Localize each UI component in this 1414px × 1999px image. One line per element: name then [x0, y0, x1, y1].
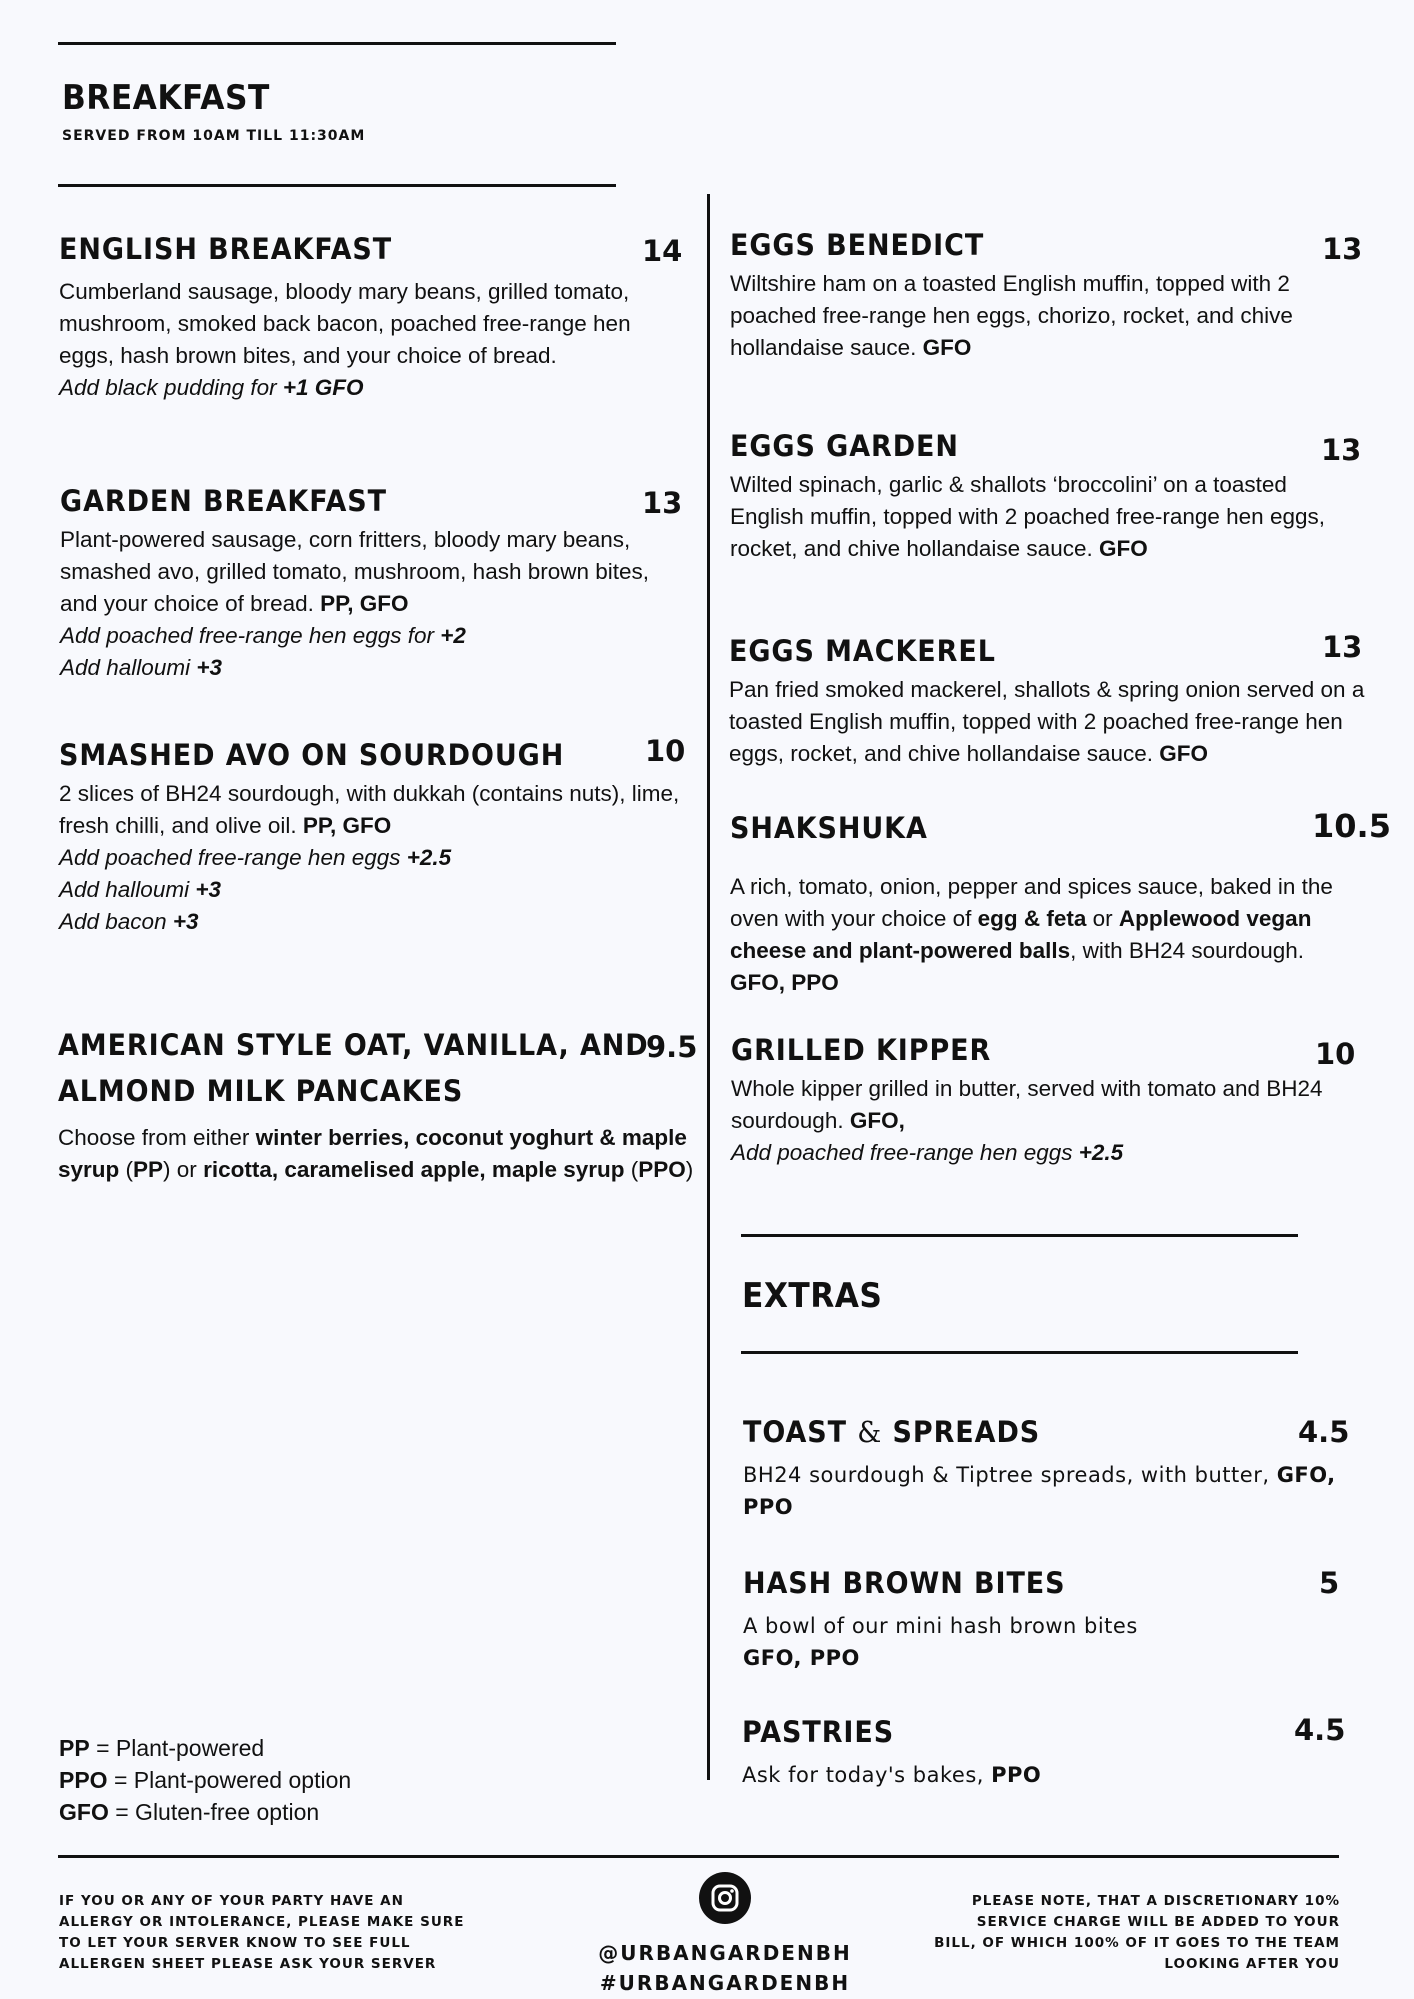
item-price: 13 — [1322, 232, 1363, 266]
item-description: Ask for today's bakes, PPO — [742, 1763, 1042, 1787]
menu-item-english-breakfast — [59, 232, 683, 404]
legend-item: GFO = Gluten-free option — [59, 1799, 320, 1825]
item-addon: Add halloumi +3 — [60, 655, 222, 680]
item-description: Choose from either winter berries, coconut yoghurt & maple syrup (PP) or ricotta, caramelised apple, maple syrup (PPO) — [58, 1125, 694, 1182]
item-name-line2: ALMOND MILK PANCAKES — [58, 1074, 464, 1108]
social-block — [590, 1872, 860, 1998]
footer-rule — [58, 1855, 1339, 1858]
extra-item-hash-brown — [743, 1566, 1363, 1674]
item-name: TOAST & SPREADS — [743, 1415, 1041, 1449]
item-name: EGGS BENEDICT — [730, 228, 985, 262]
item-addon: Add poached free-range hen eggs +2.5 — [59, 845, 452, 870]
header-bottom-rule — [58, 184, 616, 187]
item-price: 13 — [1322, 630, 1363, 664]
item-description: Pan fried smoked mackerel, shallots & spring onion served on a toasted English muffin, topped with 2 poached free-range hen eggs, rocket, and chive hollandaise sauce. GFO — [729, 677, 1365, 766]
item-addon: Add halloumi +3 — [59, 877, 221, 902]
menu-item-eggs-benedict — [730, 228, 1363, 364]
hashtag-link[interactable]: #URBANGARDENBH — [599, 1971, 851, 1995]
allergy-notice: IF YOU OR ANY OF YOUR PARTY HAVE AN ALLERGY OR INTOLERANCE, PLEASE MAKE SURE TO LET YOUR SERVER KNOW TO SEE FULL ALLERGEN SHEET PLEASE ASK YOUR SERVER — [59, 1893, 465, 1972]
item-price: 4.5 — [1294, 1713, 1346, 1747]
extras-title: EXTRAS — [742, 1276, 883, 1316]
item-price: 4.5 — [1298, 1415, 1350, 1449]
service-charge-notice: PLEASE NOTE, THAT A DISCRETIONARY 10% SERVICE CHARGE WILL BE ADDED TO YOUR BILL, OF WHICH 100% OF IT GOES TO THE TEAM LOOKING AFTER YOU — [934, 1893, 1340, 1972]
item-price: 5 — [1319, 1566, 1340, 1600]
menu-item-eggs-garden — [730, 429, 1360, 565]
item-name: SHAKSHUKA — [730, 811, 928, 845]
item-name: PASTRIES — [742, 1715, 895, 1749]
item-name: GRILLED KIPPER — [731, 1033, 992, 1067]
instagram-icon[interactable] — [699, 1872, 751, 1924]
extras-bottom-rule — [741, 1351, 1298, 1354]
legend-item: PP = Plant-powered — [59, 1735, 265, 1761]
item-price: 13 — [642, 486, 683, 520]
item-price: 10 — [645, 734, 686, 768]
item-name: EGGS MACKEREL — [729, 634, 996, 668]
item-description: BH24 sourdough & Tiptree spreads, with butter, GFO, PPO — [743, 1463, 1336, 1519]
instagram-handle-link[interactable]: @URBANGARDENBH — [598, 1941, 852, 1965]
menu-item-garden-breakfast — [60, 484, 683, 684]
item-description: A rich, tomato, onion, pepper and spices sauce, baked in the oven with your choice of egg & feta or Applewood vegan cheese and plant-powered balls, with BH24 sourdough. GFO, PPO — [730, 874, 1333, 995]
item-addon: Add black pudding for +1 GFO — [59, 375, 364, 400]
item-name: ENGLISH BREAKFAST — [59, 232, 393, 266]
serving-hours: SERVED FROM 10AM TILL 11:30AM — [62, 128, 366, 144]
extras-top-rule — [741, 1234, 1298, 1237]
menu-item-grilled-kipper — [731, 1033, 1371, 1169]
item-name: HASH BROWN BITES — [743, 1566, 1066, 1600]
item-description: Wilted spinach, garlic & shallots ‘broccolini’ on a toasted English muffin, topped with 2 poached free-range hen eggs, rocket, and chive hollandaise sauce. GFO — [730, 472, 1325, 561]
legend-item: PPO = Plant-powered option — [59, 1767, 352, 1793]
item-name: SMASHED AVO ON SOURDOUGH — [59, 738, 565, 772]
item-name-line1: AMERICAN STYLE OAT, VANILLA, AND — [58, 1028, 649, 1062]
menu-item-smashed-avo — [59, 734, 689, 938]
item-price: 9.5 — [646, 1030, 698, 1064]
item-description: Whole kipper grilled in butter, served with tomato and BH24 sourdough. GFO, — [731, 1076, 1323, 1133]
menu-item-eggs-mackerel — [729, 630, 1379, 770]
item-description: Cumberland sausage, bloody mary beans, grilled tomato, mushroom, smoked back bacon, poached free-range hen eggs, hash brown bites, and your choice of bread. — [59, 279, 631, 368]
item-price: 13 — [1321, 433, 1362, 467]
top-rule — [58, 42, 616, 45]
item-addon: Add bacon +3 — [59, 909, 199, 934]
page-title: BREAKFAST — [62, 78, 270, 118]
item-description: A bowl of our mini hash brown bites GFO, PPO — [743, 1614, 1138, 1670]
item-addon: Add poached free-range hen eggs +2.5 — [731, 1140, 1124, 1165]
item-name: GARDEN BREAKFAST — [60, 484, 387, 518]
item-description: 2 slices of BH24 sourdough, with dukkah (contains nuts), lime, fresh chilli, and olive oil. PP, GFO — [59, 781, 680, 838]
item-description: Plant-powered sausage, corn fritters, bloody mary beans, smashed avo, grilled tomato, mushroom, hash brown bites, and your choice of bread. PP, GFO — [60, 527, 650, 616]
column-divider — [707, 194, 710, 1780]
item-price: 10 — [1315, 1037, 1356, 1071]
dietary-legend — [59, 1732, 351, 1828]
extra-item-pastries — [742, 1715, 1362, 1791]
item-description: Wiltshire ham on a toasted English muffin, topped with 2 poached free-range hen eggs, chorizo, rocket, and chive hollandaise sauce. GFO — [730, 271, 1293, 360]
menu-item-pancakes — [58, 1028, 698, 1186]
item-price: 14 — [642, 234, 683, 268]
item-addon: Add poached free-range hen eggs for +2 — [60, 623, 466, 648]
item-name: EGGS GARDEN — [730, 429, 959, 463]
section-header — [62, 78, 365, 144]
item-price: 10.5 — [1312, 807, 1391, 845]
extra-item-toast — [743, 1415, 1363, 1523]
menu-item-shakshuka — [730, 807, 1391, 999]
